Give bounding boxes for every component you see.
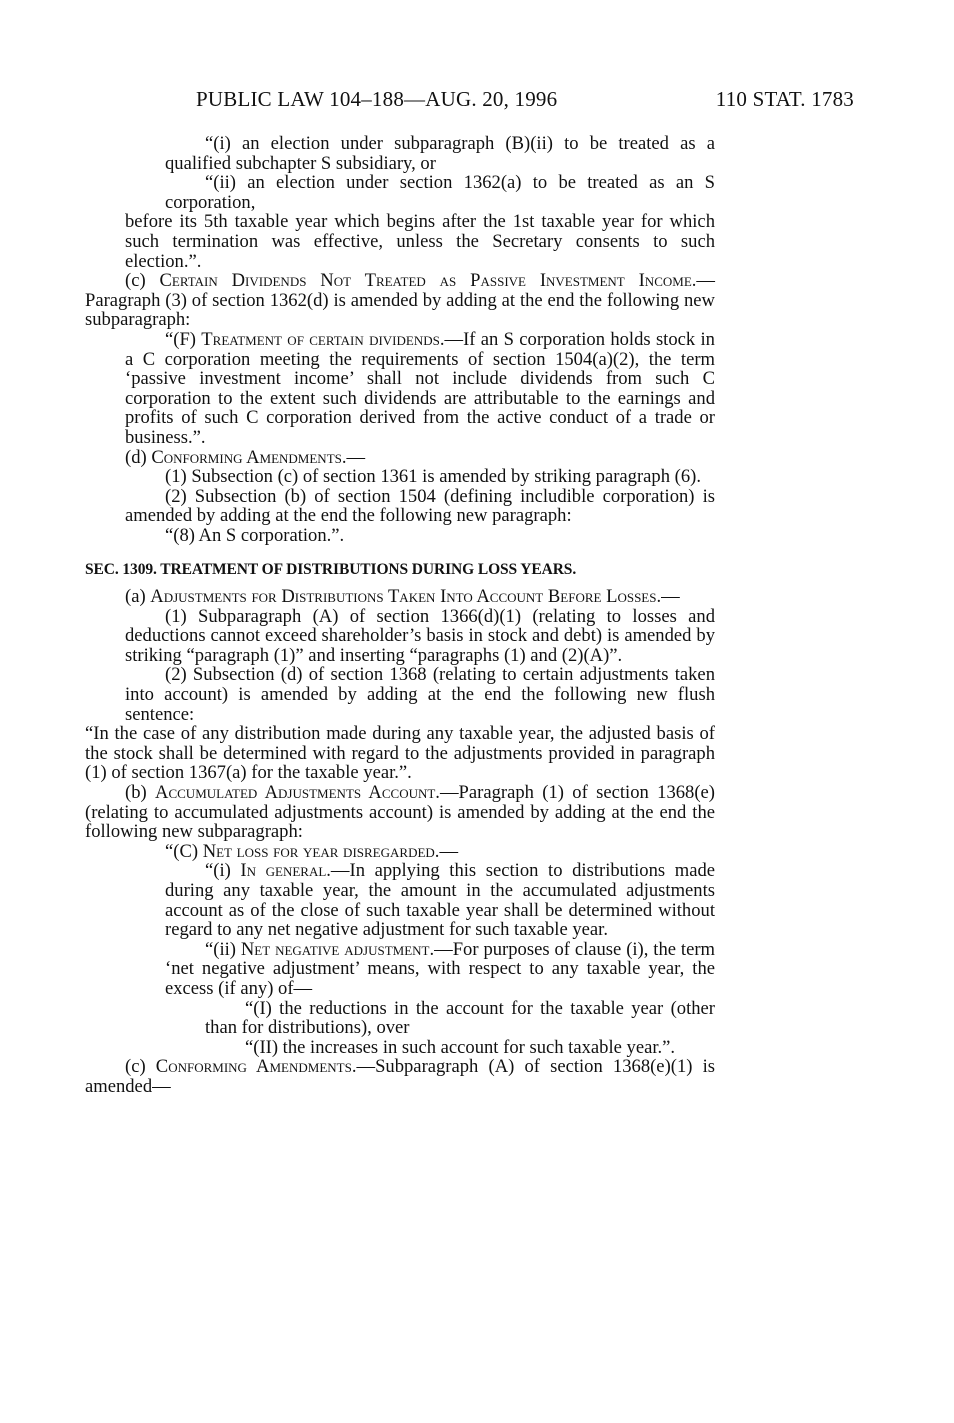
clause-c-i: “(i) In general.—In applying this section to distributions made during any taxable year, the amount in the accumulated adjustments account as of the close of such taxable year shall be determined without regard to any net negative adjustment for such taxable year. [165, 860, 715, 941]
paragraph-d2: (2) Subsection (b) of section 1504 (defining includible corporation) is amended by adding at the end the following new paragraph: [125, 485, 715, 527]
subclause-II: “(II) the increases in such account for such taxable year.”. [245, 1036, 676, 1058]
subparagraph-f: “(F) Treatment of certain dividends.—If an S corporation holds stock in a C corporation meeting the requirements of section 1504(a)(2), the term ‘passive investment income’ shall not include dividends from such C corporation to the extent such dividends are attributable to the earnings and profits of such C corporation derived from the active conduct of a trade or business.”. [125, 328, 715, 448]
subsection-c-heading: Certain Dividends Not Treated as Passive Investment Income. [159, 270, 697, 292]
paragraph-d3: “(8) An S corporation.”. [165, 524, 345, 546]
header-stat-page: 110 STAT. 1783 [715, 87, 854, 111]
subparagraph-f-heading: Treatment of certain dividends. [201, 328, 445, 350]
clause-c-ii-heading: Net negative adjustment. [240, 938, 435, 960]
paragraph-d1: (1) Subsection (c) of section 1361 is amended by striking paragraph (6). [165, 466, 701, 488]
subclause-I: “(I) the reductions in the account for the taxable year (other than for distributions), over [205, 997, 715, 1039]
subsection-a: (a) Adjustments for Distributions Taken Into Account Before Losses.— [125, 586, 680, 608]
paragraph-a1: (1) Subparagraph (A) of section 1366(d)(1) (relating to losses and deductions cannot exceed shareholder’s basis in stock and debt) is amended by striking “paragraph (1)” and inserting “paragraphs (1) and (2)(A)”. [125, 605, 715, 666]
clause-c-i-heading: In general. [240, 860, 331, 882]
subsection-b-heading: Accumulated Adjustments Account. [155, 782, 440, 803]
subsection-b: (b) Accumulated Adjustments Account.—Paragraph (1) of section 1368(e) (relating to accumulated adjustments account) is amended by adding at the end the following new subparagraph: [85, 782, 715, 843]
subparagraph-c-heading: Net loss for year disregarded. [202, 840, 440, 862]
flush-text: before its 5th taxable year which begins after the 1st taxable year for which such termination was effective, unless the Secretary consents to such election.”. [125, 211, 715, 272]
subsection-c-conforming-heading: Conforming Amendments. [155, 1056, 357, 1078]
subparagraph-c: “(C) Net loss for year disregarded.— [165, 840, 459, 862]
subsection-c: (c) Certain Dividends Not Treated as Passive Investment Income.—Paragraph (3) of section 1362(d) is amended by adding at the end the following new subparagraph: [85, 270, 715, 331]
subsection-c-conforming: (c) Conforming Amendments.—Subparagraph (A) of section 1368(e)(1) is amended— [85, 1056, 715, 1097]
subsection-d: (d) Conforming Amendments.— [125, 446, 366, 468]
section-heading: SEC. 1309. TREATMENT OF DISTRIBUTIONS DURING LOSS YEARS. [85, 561, 577, 579]
header-law-citation: PUBLIC LAW 104–188—AUG. 20, 1996 [196, 87, 558, 111]
clause-c-ii: “(ii) Net negative adjustment.—For purposes of clause (i), the term ‘net negative adjustment’ means, with respect to any taxable year, the excess (if any) of— [165, 938, 715, 999]
flush-sentence: “In the case of any distribution made during any taxable year, the adjusted basis of the stock shall be determined with regard to the adjustments provided in paragraph (1) of section 1367(a) for the taxable year.”. [85, 723, 715, 784]
clause-i: “(i) an election under subparagraph (B)(ii) to be treated as a qualified subchapter S subsidiary, or [165, 133, 715, 174]
subsection-d-heading: Conforming Amendments. [151, 446, 347, 468]
subsection-a-heading: Adjustments for Distributions Taken Into Account Before Losses. [150, 586, 662, 608]
clause-ii: “(ii) an election under section 1362(a) to be treated as an S corporation, [165, 172, 715, 213]
paragraph-a2: (2) Subsection (d) of section 1368 (relating to certain adjustments taken into account) is amended by adding at the end the following new flush sentence: [125, 664, 715, 725]
body-text [85, 134, 715, 1097]
